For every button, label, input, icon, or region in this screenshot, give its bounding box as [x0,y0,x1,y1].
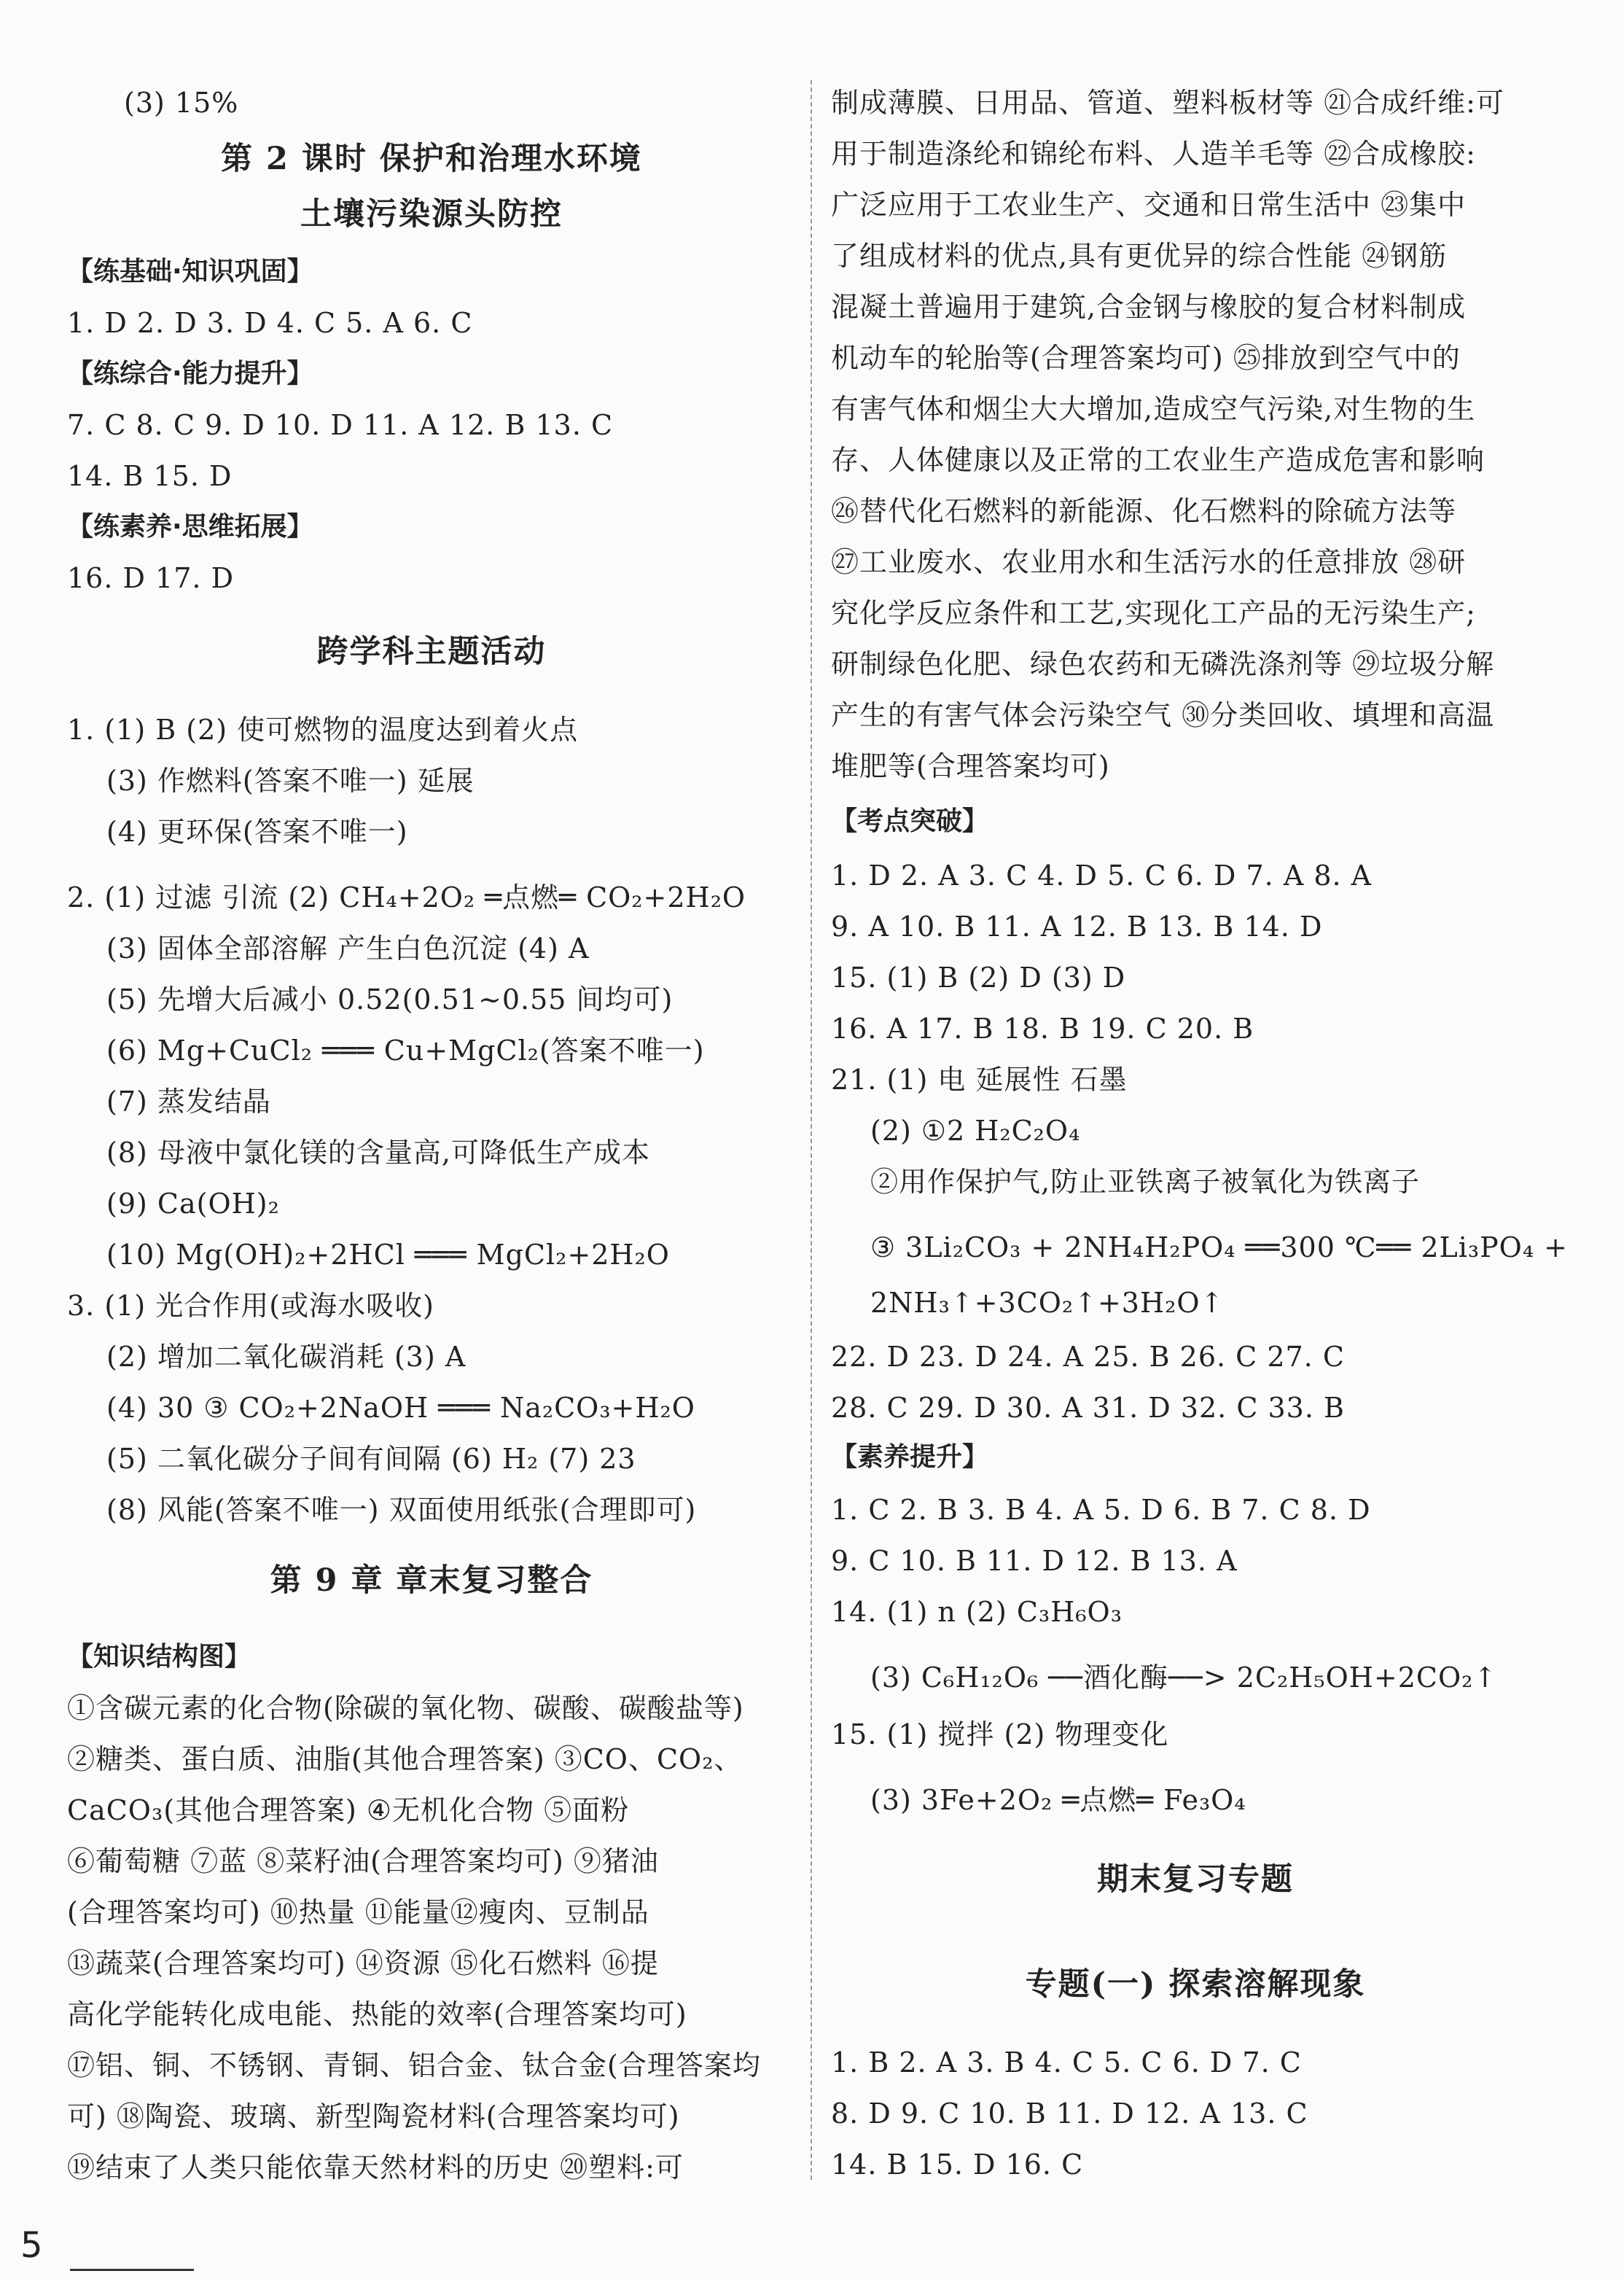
answer-line: 1. D 2. A 3. C 4. D 5. C 6. D 7. A 8. A [831,860,1373,892]
answer-line: 研制绿色化肥、绿色农药和无磷洗涤剂等 ㉙垃圾分解 [831,648,1495,680]
answer-line: 广泛应用于工农业生产、交通和日常生活中 ㉓集中 [831,189,1467,221]
answer-line: 16. A 17. B 18. B 19. C 20. B [831,1013,1254,1045]
answer-line: 产生的有害气体会污染空气 ㉚分类回收、填埋和高温 [831,699,1495,731]
answer-line: (5) 先增大后减小 0.52(0.51~0.55 间均可) [106,983,674,1016]
answer-line: (4) 更环保(答案不唯一) [106,816,408,848]
answer-line: 15. (1) 搅拌 (2) 物理变化 [831,1718,1169,1750]
answer-line: 15. (1) B (2) D (3) D [831,962,1126,994]
answer-line: 21. (1) 电 延展性 石墨 [831,1064,1128,1096]
answer-line: 1. D 2. D 3. D 4. C 5. A 6. C [67,307,473,339]
answer-line: (4) 30 ③ CO₂+2NaOH ═══ Na₂CO₃+H₂O [106,1392,695,1424]
answer-line: 1. B 2. A 3. B 4. C 5. C 6. D 7. C [831,2046,1302,2079]
answer-line: (10) Mg(OH)₂+2HCl ═══ MgCl₂+2H₂O [106,1239,670,1271]
answer-line: 9. A 10. B 11. A 12. B 13. B 14. D [831,911,1323,943]
section-exam: 【考点突破】 [831,806,989,836]
answer-line: 28. C 29. D 30. A 31. D 32. C 33. B [831,1392,1345,1424]
answer-line: (2) 增加二氧化碳消耗 (3) A [106,1341,466,1373]
page-number: 5 [20,2225,43,2266]
section-improve: 【素养提升】 [831,1442,989,1472]
answer-line: 高化学能转化成电能、热能的效率(合理答案均可) [67,1998,687,2030]
answer-line: 混凝土普遍用于建筑,合金钢与橡胶的复合材料制成 [831,291,1467,323]
answer-line: 有害气体和烟尘大大增加,造成空气污染,对生物的生 [831,393,1476,425]
answer-line: ②糖类、蛋白质、油脂(其他合理答案) ③CO、CO₂、 [67,1743,743,1775]
answer-line: (8) 风能(答案不唯一) 双面使用纸张(合理即可) [106,1494,697,1526]
answer-line: 8. D 9. C 10. B 11. D 12. A 13. C [831,2097,1308,2130]
answer-line: ⑬蔬菜(合理答案均可) ⑭资源 ⑮化石燃料 ⑯提 [67,1947,659,1979]
answer-line: 制成薄膜、日用品、管道、塑料板材等 ㉑合成纤维:可 [831,87,1504,119]
answer-line: 存、人体健康以及正常的工农业生产造成危害和影响 [831,444,1486,476]
answer-line: (合理答案均可) ⑩热量 ⑪能量⑫瘦肉、豆制品 [67,1896,649,1928]
lesson-title: 第 2 课时 保护和治理水环境 [221,141,642,177]
answer-line: 机动车的轮胎等(合理答案均可) ㉕排放到空气中的 [831,342,1461,374]
answer-line: (9) Ca(OH)₂ [106,1188,280,1220]
lesson-subtitle: 土壤污染源头防控 [300,196,563,233]
answer-line: ㉖替代化石燃料的新能源、化石燃料的除硫方法等 [831,495,1457,527]
answer-line: (6) Mg+CuCl₂ ═══ Cu+MgCl₂(答案不唯一) [106,1035,705,1067]
topic-title: 专题(一) 探索溶解现象 [1025,1966,1366,2003]
answer-line: 堆肥等(合理答案均可) [831,750,1110,782]
section-basic: 【练基础·知识巩固】 [67,257,313,287]
answer-line: 16. D 17. D [67,562,235,594]
answer-line: 22. D 23. D 24. A 25. B 26. C 27. C [831,1341,1345,1373]
answer-line: 1. C 2. B 3. B 4. A 5. D 6. B 7. C 8. D [831,1494,1371,1526]
answer-line: (7) 蒸发结晶 [106,1086,271,1118]
answer-line: (5) 二氧化碳分子间有间隔 (6) H₂ (7) 23 [106,1443,636,1475]
answer-line: (8) 母液中氯化镁的含量高,可降低生产成本 [106,1137,650,1169]
answer-line: 1. (1) B (2) 使可燃物的温度达到着火点 [67,714,579,746]
answer-line: 14. (1) n (2) C₃H₆O₃ [831,1596,1123,1628]
answer-line: 了组成材料的优点,具有更优异的综合性能 ㉔钢筋 [831,240,1448,272]
column-divider [811,80,812,2180]
final-review-title: 期末复习专题 [1097,1861,1294,1898]
section-structure: 【知识结构图】 [67,1642,251,1672]
answer-line: 用于制造涤纶和锦纶布料、人造羊毛等 ㉒合成橡胶: [831,138,1476,170]
answer-line: ③ 3Li₂CO₃ + 2NH₄H₂PO₄ ══300 ℃══ 2Li₃PO₄ + [870,1231,1568,1263]
page-number-rule [70,2269,194,2271]
answer-line: ②用作保护气,防止亚铁离子被氧化为铁离子 [870,1166,1421,1198]
answer-line: 可) ⑱陶瓷、玻璃、新型陶瓷材料(合理答案均可) [67,2100,680,2132]
answer-line: 2NH₃↑+3CO₂↑+3H₂O↑ [870,1287,1225,1319]
answer-line: (3) 15% [124,87,239,119]
answer-line: 2. (1) 过滤 引流 (2) CH₄+2O₂ ═点燃═ CO₂+2H₂O [67,881,746,913]
section-literacy: 【练素养·思维拓展】 [67,512,313,542]
section-comprehensive: 【练综合·能力提升】 [67,359,313,389]
answer-line: CaCO₃(其他合理答案) ④无机化合物 ⑤面粉 [67,1794,630,1826]
answer-line: 7. C 8. C 9. D 10. D 11. A 12. B 13. C [67,409,614,441]
answer-line: ⑰铝、铜、不锈钢、青铜、铝合金、钛合金(合理答案均 [67,2049,761,2081]
chapter-title: 第 9 章 章末复习整合 [270,1562,593,1599]
cross-subject-title: 跨学科主题活动 [316,634,547,670]
answer-line: 14. B 15. D [67,460,233,492]
answer-line: (3) 作燃料(答案不唯一) 延展 [106,765,475,797]
answer-line: ①含碳元素的化合物(除碳的氧化物、碳酸、碳酸盐等) [67,1692,744,1724]
answer-line: (3) 3Fe+2O₂ ═点燃═ Fe₃O₄ [870,1784,1246,1816]
answer-line: ㉗工业废水、农业用水和生活污水的任意排放 ㉘研 [831,546,1467,578]
answer-line: 14. B 15. D 16. C [831,2149,1084,2181]
answer-line: (2) ①2 H₂C₂O₄ [870,1115,1081,1147]
answer-line: 9. C 10. B 11. D 12. B 13. A [831,1545,1238,1577]
answer-line: 究化学反应条件和工艺,实现化工产品的无污染生产; [831,597,1476,629]
answer-line: ⑥葡萄糖 ⑦蓝 ⑧菜籽油(合理答案均可) ⑨猪油 [67,1845,659,1877]
answer-line: (3) C₆H₁₂O₆ ──酒化酶──> 2C₂H₅OH+2CO₂↑ [870,1661,1498,1694]
answer-line: 3. (1) 光合作用(或海水吸收) [67,1290,434,1322]
answer-line: ⑲结束了人类只能依靠天然材料的历史 ⑳塑料:可 [67,2151,684,2183]
answer-line: (3) 固体全部溶解 产生白色沉淀 (4) A [106,932,590,965]
